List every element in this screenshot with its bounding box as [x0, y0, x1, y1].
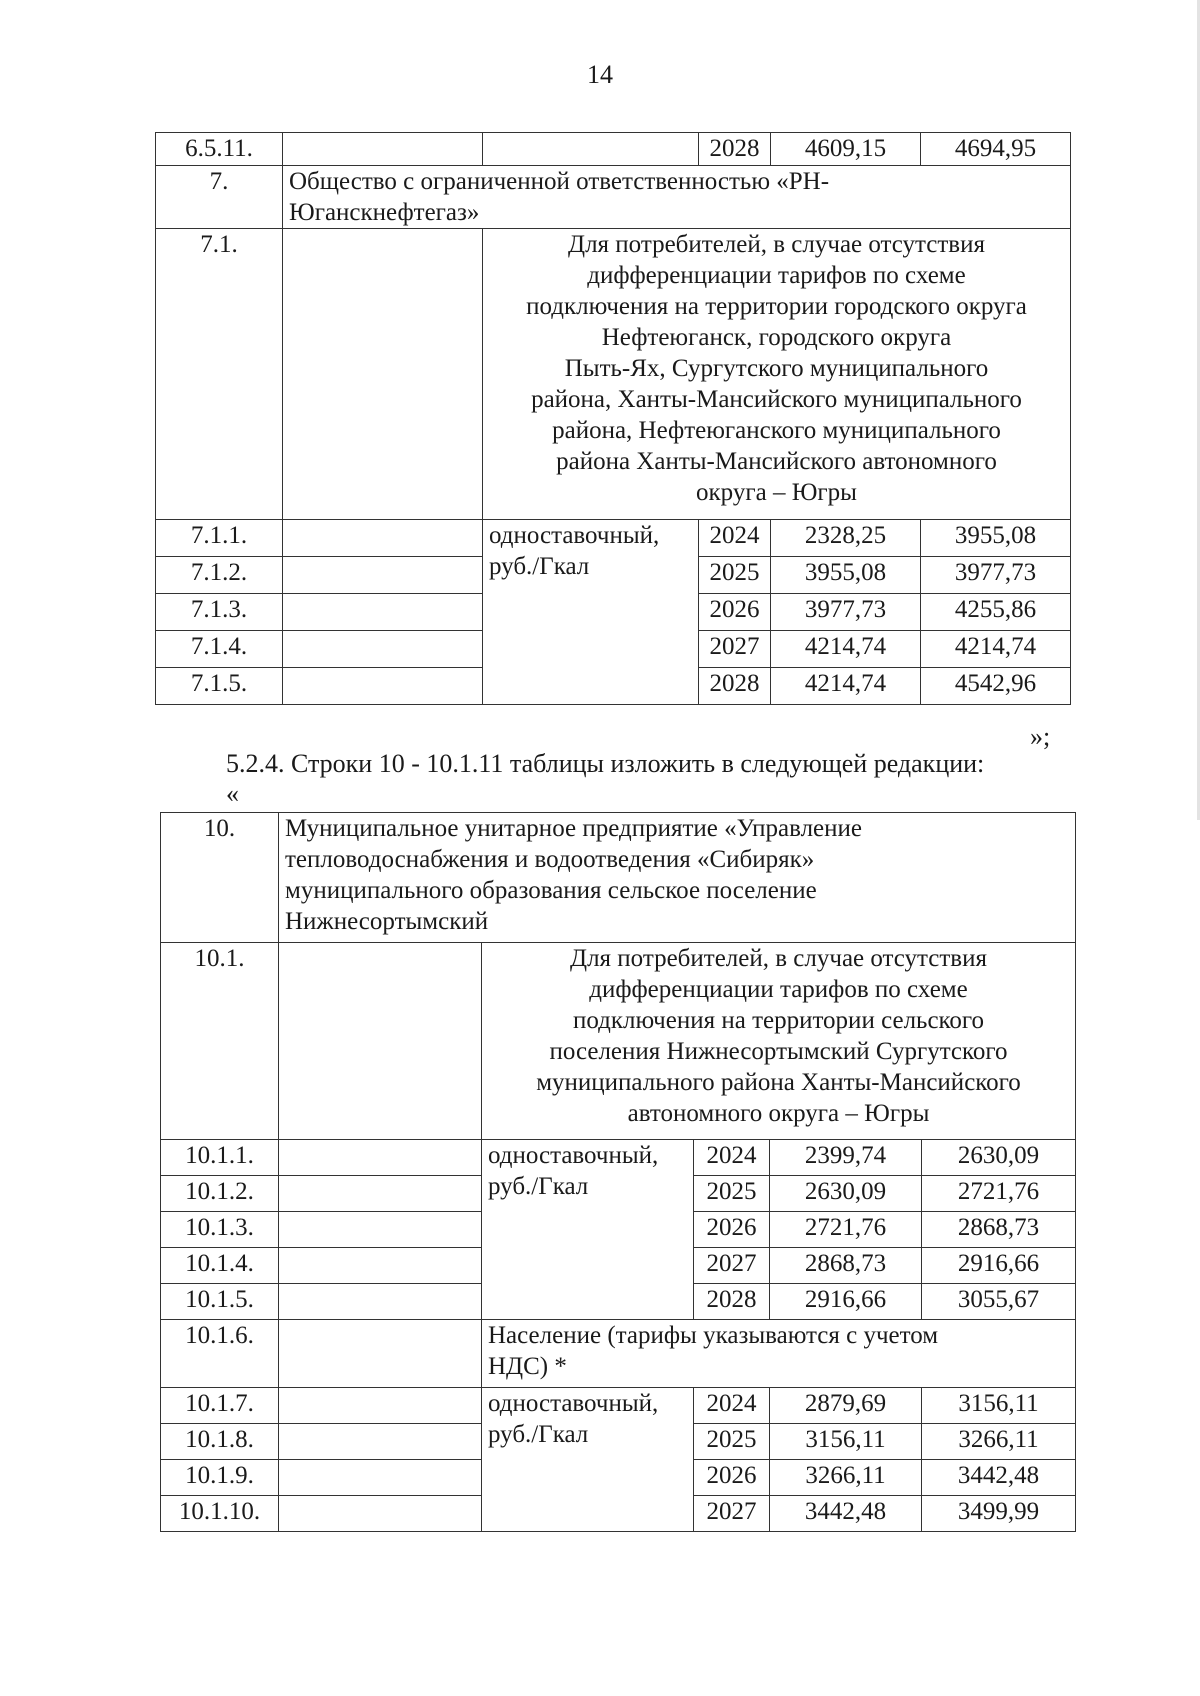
- tariff-value-1: 2868,73: [770, 1248, 922, 1284]
- row-number: 10.1.2.: [161, 1176, 279, 1212]
- empty-cell: [283, 594, 483, 631]
- table-row: [161, 1388, 1076, 1424]
- tariff-value-1: 4609,15: [771, 133, 921, 166]
- row-number: 10.1.: [161, 943, 279, 1140]
- tariff-value-2: 3266,11: [922, 1424, 1076, 1460]
- table-row: [161, 1140, 1076, 1176]
- row-number: 6.5.11.: [156, 133, 283, 166]
- row-number: 7.1.4.: [156, 631, 283, 668]
- opening-quote: «: [226, 779, 239, 808]
- tariff-value-2: 3955,08: [921, 520, 1071, 557]
- year-cell: 2025: [694, 1176, 770, 1212]
- rate-type: одноставочный, руб./Гкал: [482, 1388, 694, 1532]
- tariff-table-2: [160, 812, 1076, 1532]
- row-number: 10.1.4.: [161, 1248, 279, 1284]
- tariff-value-2: 2916,66: [922, 1248, 1076, 1284]
- empty-cell: [283, 668, 483, 705]
- year-cell: 2024: [694, 1140, 770, 1176]
- tariff-value-2: 2630,09: [922, 1140, 1076, 1176]
- row-number: 10.1.3.: [161, 1212, 279, 1248]
- empty-cell: [279, 1284, 482, 1320]
- consumer-group-description: Для потребителей, в случае отсутствия дифференциации тарифов по схеме подключения на территории городского округа Нефтеюганск, городского округа Пыть-Ях, Сургутского муниципального района, Ханты-Мансийского муниципального района, Нефтеюганского муниципального района Ханты-Мансийского автономного округа – Югры: [483, 229, 1071, 520]
- tariff-value-2: 4542,96: [921, 668, 1071, 705]
- tariff-value-1: 4214,74: [771, 668, 921, 705]
- section-row: [161, 943, 1076, 1140]
- tariff-value-1: 4214,74: [771, 631, 921, 668]
- year-cell: 2028: [694, 1284, 770, 1320]
- tariff-value-2: 2721,76: [922, 1176, 1076, 1212]
- year-cell: 2028: [699, 133, 771, 166]
- row-number: 7.1.: [156, 229, 283, 520]
- tariff-value-2: 3442,48: [922, 1460, 1076, 1496]
- empty-cell: [279, 943, 482, 1140]
- organization-name: Общество с ограниченной ответственностью «РН- Юганскнефтегаз»: [283, 166, 1071, 229]
- tariff-value-2: 3055,67: [922, 1284, 1076, 1320]
- empty-cell: [279, 1424, 482, 1460]
- tariff-value-2: 4214,74: [921, 631, 1071, 668]
- section-row: [161, 1320, 1076, 1388]
- tariff-value-1: 3442,48: [770, 1496, 922, 1532]
- closing-quote: »;: [1030, 722, 1051, 751]
- empty-cell: [279, 1460, 482, 1496]
- tariff-value-2: 3499,99: [922, 1496, 1076, 1532]
- year-cell: 2028: [699, 668, 771, 705]
- row-number: 10.: [161, 813, 279, 943]
- row-number: 7.1.5.: [156, 668, 283, 705]
- consumer-group-description: Население (тарифы указываются с учетом НДС) *: [482, 1320, 1076, 1388]
- row-number: 7.1.2.: [156, 557, 283, 594]
- rate-type: одноставочный, руб./Гкал: [482, 1140, 694, 1320]
- tariff-value-1: 2879,69: [770, 1388, 922, 1424]
- organization-row: [156, 166, 1071, 229]
- row-number: 7.: [156, 166, 283, 229]
- tariff-value-1: 2721,76: [770, 1212, 922, 1248]
- year-cell: 2026: [694, 1460, 770, 1496]
- empty-cell: [279, 1496, 482, 1532]
- empty-cell: [279, 1320, 482, 1388]
- tariff-value-1: 3156,11: [770, 1424, 922, 1460]
- year-cell: 2026: [694, 1212, 770, 1248]
- empty-cell: [279, 1140, 482, 1176]
- tariff-value-1: 3266,11: [770, 1460, 922, 1496]
- year-cell: 2025: [699, 557, 771, 594]
- section-row: [156, 229, 1071, 520]
- tariff-value-2: 4255,86: [921, 594, 1071, 631]
- year-cell: 2027: [699, 631, 771, 668]
- rate-type: одноставочный, руб./Гкал: [483, 520, 699, 705]
- tariff-value-2: 3156,11: [922, 1388, 1076, 1424]
- row-number: 7.1.3.: [156, 594, 283, 631]
- tariff-value-1: 2630,09: [770, 1176, 922, 1212]
- year-cell: 2027: [694, 1248, 770, 1284]
- row-number: 10.1.9.: [161, 1460, 279, 1496]
- year-cell: 2026: [699, 594, 771, 631]
- row-number: 10.1.8.: [161, 1424, 279, 1460]
- empty-cell: [283, 133, 483, 166]
- year-cell: 2024: [694, 1388, 770, 1424]
- empty-cell: [279, 1248, 482, 1284]
- empty-cell: [279, 1212, 482, 1248]
- row-number: 7.1.1.: [156, 520, 283, 557]
- empty-cell: [283, 557, 483, 594]
- empty-cell: [283, 520, 483, 557]
- empty-cell: [279, 1388, 482, 1424]
- amendment-instruction: 5.2.4. Строки 10 - 10.1.11 таблицы изложить в следующей редакции:: [226, 749, 985, 778]
- tariff-value-1: 3977,73: [771, 594, 921, 631]
- row-number: 10.1.7.: [161, 1388, 279, 1424]
- table-row: [156, 133, 1071, 166]
- year-cell: 2025: [694, 1424, 770, 1460]
- consumer-group-description: Для потребителей, в случае отсутствия дифференциации тарифов по схеме подключения на территории сельского поселения Нижнесортымский Сургутского муниципального района Ханты-Мансийского автономного округа – Югры: [482, 943, 1076, 1140]
- tariff-value-1: 3955,08: [771, 557, 921, 594]
- row-number: 10.1.6.: [161, 1320, 279, 1388]
- organization-row: [161, 813, 1076, 943]
- empty-cell: [283, 229, 483, 520]
- tariff-value-2: 3977,73: [921, 557, 1071, 594]
- row-number: 10.1.1.: [161, 1140, 279, 1176]
- year-cell: 2024: [699, 520, 771, 557]
- tariff-value-1: 2328,25: [771, 520, 921, 557]
- empty-cell: [283, 631, 483, 668]
- table-row: [156, 520, 1071, 557]
- tariff-value-2: 2868,73: [922, 1212, 1076, 1248]
- page-number: 14: [587, 60, 613, 89]
- tariff-table-1: [155, 132, 1071, 705]
- empty-cell: [279, 1176, 482, 1212]
- tariff-value-1: 2399,74: [770, 1140, 922, 1176]
- empty-cell: [483, 133, 699, 166]
- row-number: 10.1.5.: [161, 1284, 279, 1320]
- row-number: 10.1.10.: [161, 1496, 279, 1532]
- year-cell: 2027: [694, 1496, 770, 1532]
- tariff-value-2: 4694,95: [921, 133, 1071, 166]
- tariff-value-1: 2916,66: [770, 1284, 922, 1320]
- organization-name: Муниципальное унитарное предприятие «Управление тепловодоснабжения и водоотведения «Сибиряк» муниципального образования сельское поселение Нижнесортымский: [279, 813, 1076, 943]
